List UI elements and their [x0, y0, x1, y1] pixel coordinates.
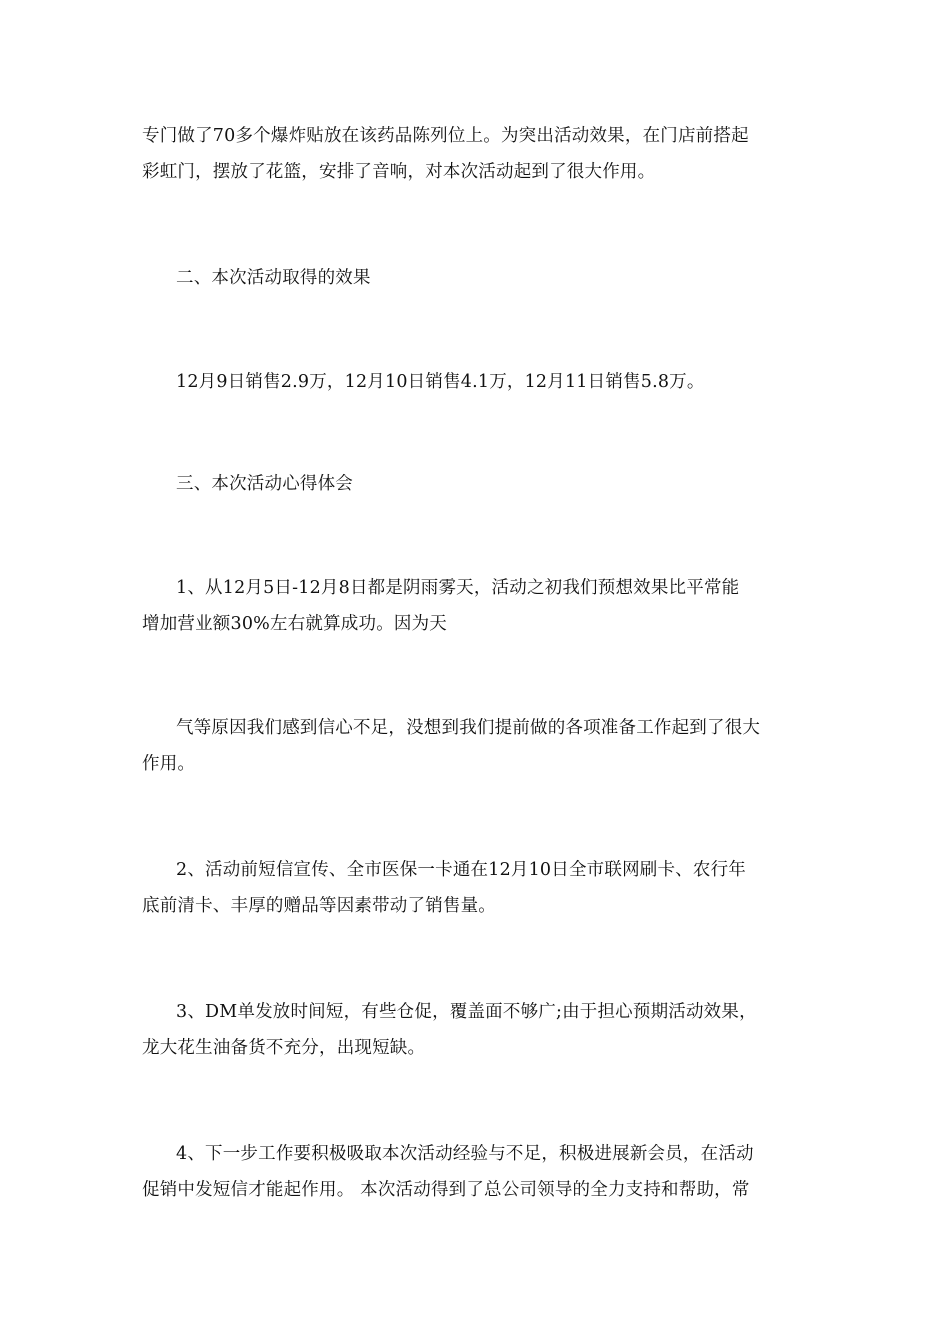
text-line: 2、活动前短信宣传、全市医保一卡通在12月10日全市联网刷卡、农行年: [176, 860, 746, 880]
text-line: 4、下一步工作要积极吸取本次活动经验与不足，积极进展新会员，在活动: [176, 1144, 754, 1164]
list-item-1: [142, 570, 810, 642]
text-line: 3、DM单发放时间短，有些仓促，覆盖面不够广;由于担心预期活动效果，: [176, 1002, 757, 1022]
text-line: 龙大花生油备货不充分，出现短缺。: [142, 1038, 426, 1058]
text-line: 增加营业额30%左右就算成功。因为天: [142, 614, 447, 634]
paragraph-sales-figures: 12月9日销售2.9万，12月10日销售4.1万，12月11日销售5.8万。: [176, 372, 705, 392]
list-item-1-continued: [142, 710, 810, 782]
text-line: 促销中发短信才能起作用。 本次活动得到了总公司领导的全力支持和帮助，常: [142, 1180, 750, 1200]
paragraph-promo-setup: [142, 118, 810, 190]
text-line: 专门做了70多个爆炸贴放在该药品陈列位上。为突出活动效果，在门店前搭起: [142, 126, 749, 146]
section-heading-effects: 二、本次活动取得的效果: [176, 268, 371, 288]
text-line: 底前清卡、丰厚的赠品等因素带动了销售量。: [142, 896, 496, 916]
text-line: 气等原因我们感到信心不足，没想到我们提前做的各项准备工作起到了很大: [176, 718, 761, 738]
text-line: 彩虹门，摆放了花篮，安排了音响，对本次活动起到了很大作用。: [142, 162, 656, 182]
text-line: 1、从12月5日-12月8日都是阴雨雾天，活动之初我们预想效果比平常能: [176, 578, 740, 598]
list-item-3: [142, 994, 810, 1066]
text-line: 作用。: [142, 754, 196, 774]
list-item-4: [142, 1136, 810, 1208]
section-heading-insights: 三、本次活动心得体会: [176, 474, 353, 494]
list-item-2: [142, 852, 810, 924]
